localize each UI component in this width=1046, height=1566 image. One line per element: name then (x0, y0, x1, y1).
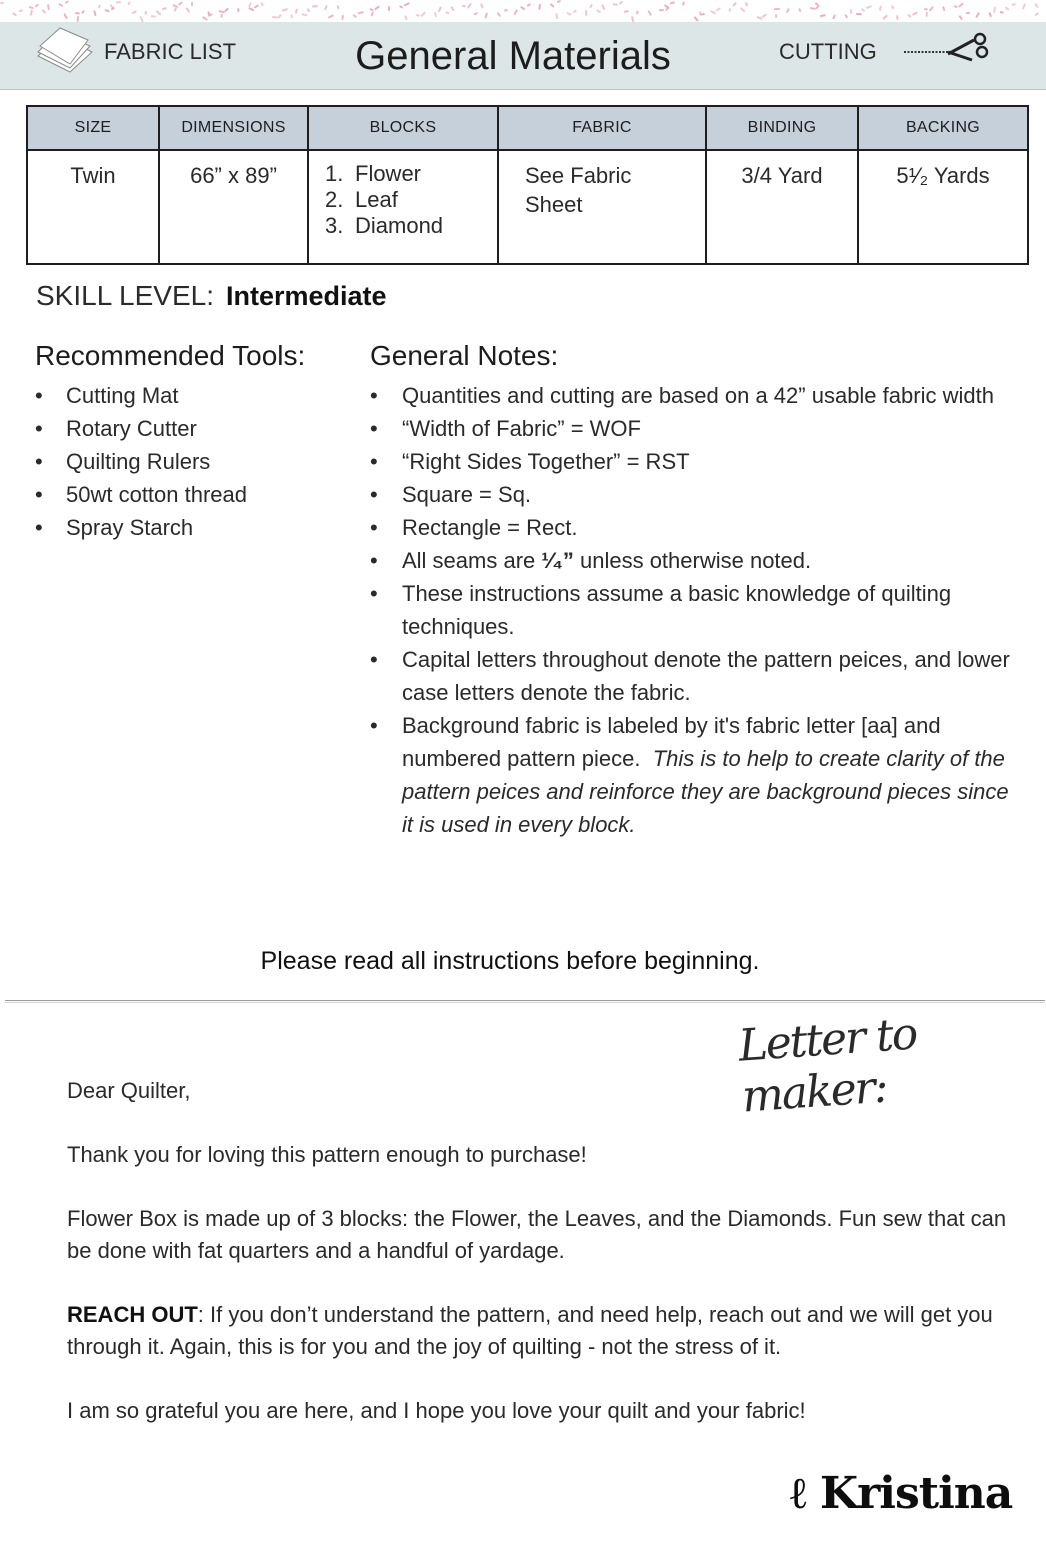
tools-list (35, 379, 247, 544)
note-item: • “Width of Fabric” = WOF (370, 412, 1025, 445)
tool-item: • Spray Starch (35, 511, 247, 544)
blocks-list (308, 150, 498, 264)
header-size: SIZE (27, 106, 159, 150)
note-item: • Square = Sq. (370, 478, 1025, 511)
skill-level-value: Intermediate (225, 281, 387, 311)
note-item: • Rectangle = Rect. (370, 511, 1025, 544)
letter-thanks: Thank you for loving this pattern enough to purchase! (67, 1142, 587, 1167)
header-backing: BACKING (858, 106, 1028, 150)
letter-greeting: Dear Quilter, (67, 1078, 191, 1103)
note-item-background: • Background fabric is labeled by it's fabric letter [aa] and numbered pattern piece. This is to help to create clarity of the pattern peices and reinforce they are background pieces since it is used in every block. (370, 709, 1025, 841)
tool-item: • Cutting Mat (35, 379, 247, 412)
dimensions-value: 66” x 89” (159, 150, 308, 264)
cutting-link[interactable]: CUTTING (779, 39, 877, 64)
signature: ℓ Kristina (790, 1468, 1013, 1519)
letter-body (67, 1075, 1007, 1459)
notes-list (370, 379, 1025, 841)
header-binding: BINDING (706, 106, 858, 150)
confetti-border (0, 0, 1046, 22)
specs-header-row (27, 106, 1028, 150)
tool-item: • Rotary Cutter (35, 412, 247, 445)
note-item: • “Right Sides Together” = RST (370, 445, 1025, 478)
letter-heading: Letter to maker: (736, 1008, 918, 1123)
note-item: • These instructions assume a basic knowledge of quilting techniques. (370, 577, 1025, 643)
binding-value: 3/4 Yard (706, 150, 858, 264)
size-value: Twin (27, 150, 159, 264)
note-item-seams: • All seams are ¹⁄₄” unless otherwise noted. (370, 544, 1025, 577)
letter-description: Flower Box is made up of 3 blocks: the Flower, the Leaves, and the Diamonds. Fun sew that can be done with fat quarters and a handful of yardage. (67, 1206, 1007, 1263)
header-dimensions: DIMENSIONS (159, 106, 308, 150)
page-title: General Materials (355, 34, 671, 78)
specs-table (26, 105, 1029, 265)
header-blocks: BLOCKS (308, 106, 498, 150)
scissors-icon (902, 30, 994, 70)
tool-item: • 50wt cotton thread (35, 478, 247, 511)
skill-level-label: SKILL LEVEL: (36, 280, 214, 311)
block-item: 3. Diamond (325, 213, 444, 238)
page-header (0, 22, 1046, 90)
block-item: 1. Flower (325, 161, 422, 186)
notes-heading: General Notes: (370, 340, 559, 371)
note-item: • Quantities and cutting are based on a 42” usable fabric width (370, 379, 1025, 412)
letter-reach-out: REACH OUT: If you don’t understand the pattern, and need help, reach out and we will get you through it. Again, this is for you and the joy of quilting - not the stress of it. (67, 1302, 993, 1359)
skill-level (36, 280, 387, 312)
specs-value-row (27, 150, 1028, 264)
section-divider (5, 1000, 1045, 1003)
tools-heading: Recommended Tools: (35, 340, 306, 371)
backing-value: 5¹⁄₂ Yards (858, 150, 1028, 264)
fabric-value: See Fabric Sheet (498, 150, 706, 264)
header-fabric: FABRIC (498, 106, 706, 150)
read-instructions-notice: Please read all instructions before beginning. (260, 947, 760, 975)
letter-closing: I am so grateful you are here, and I hope you love your quilt and your fabric! (67, 1398, 806, 1423)
block-item: 2. Leaf (325, 187, 398, 212)
tool-item: • Quilting Rulers (35, 445, 247, 478)
note-item: • Capital letters throughout denote the pattern peices, and lower case letters denote the fabric. (370, 643, 1025, 709)
fabric-list-link[interactable]: FABRIC LIST (104, 39, 237, 64)
